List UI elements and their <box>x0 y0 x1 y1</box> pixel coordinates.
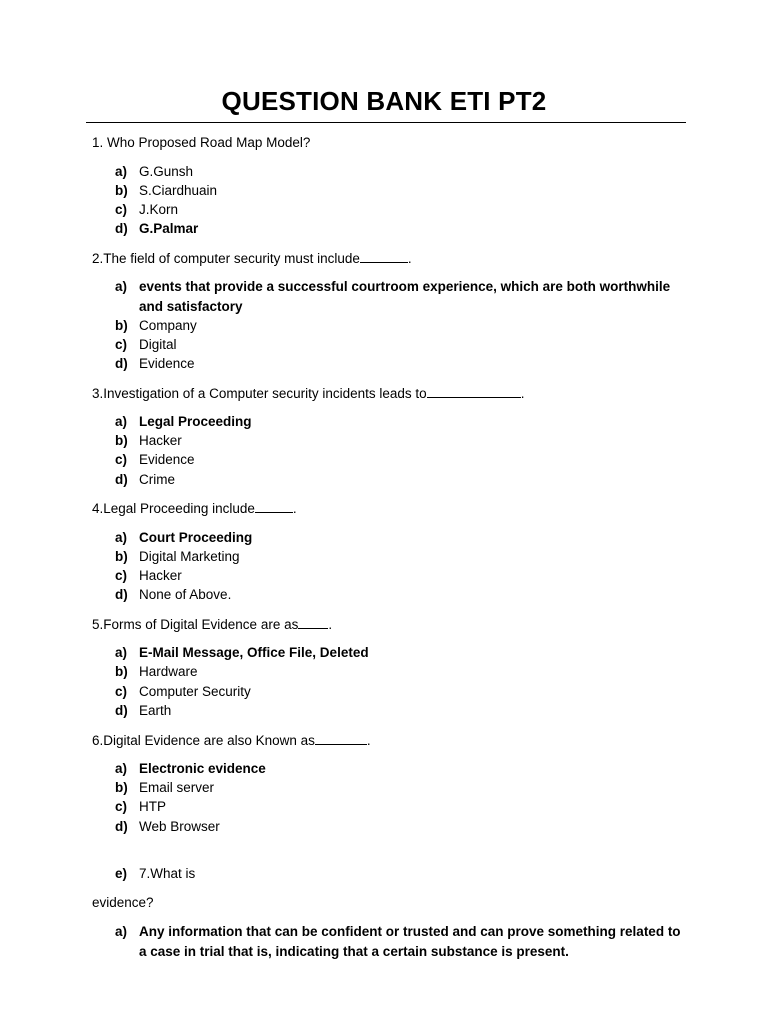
option-text: Court Proceeding <box>139 530 253 545</box>
q3-option-a <box>115 412 685 432</box>
option-text: G.Gunsh <box>139 164 194 179</box>
option-letter: c) <box>115 202 128 217</box>
option-text: J.Korn <box>139 202 179 217</box>
question-text: 6.Digital Evidence are also Known as <box>92 733 315 748</box>
option-letter: a) <box>115 924 128 939</box>
option-letter: b) <box>115 664 128 679</box>
question-3 <box>92 384 524 403</box>
answer-blank <box>360 249 408 263</box>
option-text: Earth <box>139 703 172 718</box>
option-letter: a) <box>115 761 128 776</box>
q6-option-b <box>115 778 685 798</box>
q2-option-a <box>115 277 685 316</box>
q4-option-d <box>115 585 685 605</box>
option-letter: a) <box>115 279 128 294</box>
option-letter: e) <box>115 866 128 881</box>
q5-option-a <box>115 643 685 663</box>
q5-option-d <box>115 701 685 721</box>
option-letter: c) <box>115 337 128 352</box>
option-letter: d) <box>115 819 128 834</box>
option-text: Hacker <box>139 433 182 448</box>
option-letter: c) <box>115 568 128 583</box>
q6-option-a <box>115 759 685 779</box>
question-7: evidence? <box>92 895 154 910</box>
option-text: Company <box>139 318 197 333</box>
option-text: Computer Security <box>139 684 251 699</box>
q2-option-b <box>115 316 685 336</box>
option-text: Legal Proceeding <box>139 414 252 429</box>
q6-option-d <box>115 817 685 837</box>
q6-option-c <box>115 797 685 817</box>
option-text: 7.What is <box>139 866 196 881</box>
option-text: S.Ciardhuain <box>139 183 218 198</box>
question-end: . <box>520 386 525 401</box>
option-text: Digital Marketing <box>139 549 240 564</box>
q6-option-e <box>115 864 685 884</box>
q4-option-c <box>115 566 685 586</box>
question-5 <box>92 615 332 634</box>
question-2 <box>92 249 412 268</box>
q5-option-c <box>115 682 685 702</box>
option-letter: d) <box>115 703 128 718</box>
option-text: Hacker <box>139 568 182 583</box>
option-letter: d) <box>115 472 128 487</box>
option-text: E-Mail Message, Office File, Deleted <box>139 645 369 660</box>
q4-option-a <box>115 528 685 548</box>
question-end: . <box>328 617 333 632</box>
option-text: Any information that can be confident or trusted and can prove something related to a case in trial that is, indicating that a certain substance is present. <box>139 924 681 959</box>
option-letter: a) <box>115 164 128 179</box>
option-letter: b) <box>115 433 128 448</box>
option-letter: b) <box>115 549 128 564</box>
q5-option-b <box>115 662 685 682</box>
q7-option-a <box>115 922 685 961</box>
q2-option-d <box>115 354 685 374</box>
question-end: . <box>407 251 412 266</box>
option-text: Email server <box>139 780 215 795</box>
question-end: . <box>366 733 371 748</box>
option-letter: c) <box>115 799 128 814</box>
option-letter: a) <box>115 645 128 660</box>
option-text: Electronic evidence <box>139 761 266 776</box>
option-text: Evidence <box>139 356 195 371</box>
question-end: . <box>292 501 297 516</box>
question-6 <box>92 731 371 750</box>
q2-option-c <box>115 335 685 355</box>
answer-blank <box>427 384 521 398</box>
option-letter: b) <box>115 780 128 795</box>
option-letter: c) <box>115 684 128 699</box>
option-letter: d) <box>115 587 128 602</box>
question-text: 4.Legal Proceeding include <box>92 501 255 516</box>
question-text: 5.Forms of Digital Evidence are as <box>92 617 299 632</box>
question-1: 1. Who Proposed Road Map Model? <box>92 135 311 150</box>
q3-option-c <box>115 450 685 470</box>
option-letter: c) <box>115 452 128 467</box>
option-letter: a) <box>115 414 128 429</box>
q1-option-c <box>115 200 685 220</box>
option-letter: b) <box>115 183 128 198</box>
q1-option-d <box>115 219 685 239</box>
q1-option-b <box>115 181 685 201</box>
page-title: QUESTION BANK ETI PT2 <box>221 86 547 116</box>
option-letter: a) <box>115 530 128 545</box>
q3-option-d <box>115 470 685 490</box>
option-text: Digital <box>139 337 177 352</box>
answer-blank <box>298 615 328 629</box>
option-letter: d) <box>115 221 128 236</box>
option-text: Evidence <box>139 452 195 467</box>
question-text: 2.The field of computer security must include <box>92 251 360 266</box>
q4-option-b <box>115 547 685 567</box>
option-text: Hardware <box>139 664 198 679</box>
answer-blank <box>255 499 293 513</box>
answer-blank <box>315 731 367 745</box>
option-text: Web Browser <box>139 819 220 834</box>
question-text: 3.Investigation of a Computer security incidents leads to <box>92 386 427 401</box>
option-letter: d) <box>115 356 128 371</box>
option-text: HTP <box>139 799 166 814</box>
option-text: Crime <box>139 472 175 487</box>
option-text: G.Palmar <box>139 221 199 236</box>
option-letter: b) <box>115 318 128 333</box>
q1-option-a <box>115 162 685 182</box>
option-text: None of Above. <box>139 587 232 602</box>
option-text: events that provide a successful courtroom experience, which are both worthwhile and satisfactory <box>139 279 671 314</box>
question-4 <box>92 499 297 518</box>
q3-option-b <box>115 431 685 451</box>
title-underline <box>86 122 686 123</box>
